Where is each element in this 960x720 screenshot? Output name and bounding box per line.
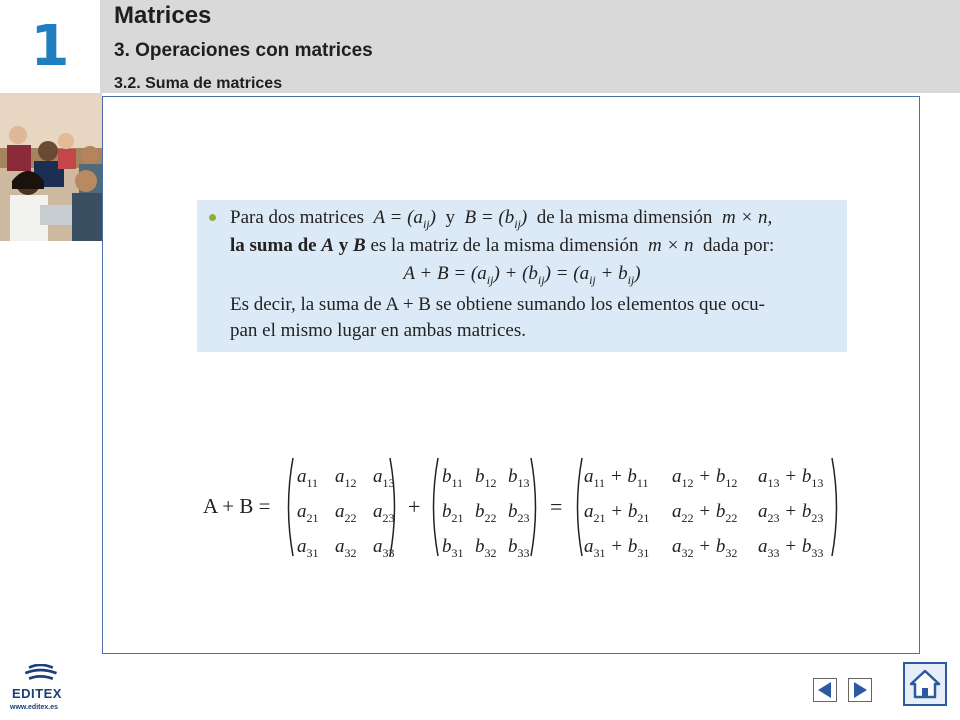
triangle-right-icon (849, 679, 871, 701)
footer-url[interactable]: www.editex.es (10, 704, 58, 711)
definition-box (197, 200, 847, 352)
matrix-b: $b_{11}$ $b_{12}$ $b_{13}$ $b_{21}$ $b_{22}$ $b_{23}$ $b_{31}$ $b_{32}$ $b_{33}$ (442, 466, 530, 560)
home-button[interactable] (903, 662, 947, 706)
plus-sign: + (408, 494, 421, 519)
editex-logo (14, 664, 66, 686)
matrix-a-expr: $A = (a_{ij})$ (373, 207, 436, 231)
section-title: 3. Operaciones con matrices (114, 40, 373, 61)
right-paren-icon (830, 456, 842, 558)
equation-label: A + B = (203, 494, 271, 518)
matrix-sum: $a_{11} + b_{11}$ $a_{12} + b_{12}$ $a_{13} + b_{13}$ $a_{21} + b_{21}$ $a_{22} + b_{22}$ $a_{23} + b_{23}$ $a_{31} + b_{31}$ $a_{32} + b_{32}$ $a_{33} + b_{33}$ (584, 466, 824, 560)
prev-button[interactable] (813, 678, 837, 702)
left-paren-icon (428, 456, 440, 558)
students-photo (0, 93, 102, 241)
sum-formula: $A + B = (a_{ij}) + (b_{ij}) = (a_{ij} + b_{ij})$ (403, 263, 641, 287)
right-paren-icon (529, 456, 541, 558)
matrix-a: $a_{11}$ $a_{12}$ $a_{13}$ $a_{21}$ $a_{22}$ $a_{23}$ $a_{31}$ $a_{32}$ $a_{33}$ (297, 466, 395, 560)
content-frame (102, 96, 920, 654)
matrix-b-expr: $B = (b_{ij})$ (464, 207, 528, 231)
left-paren-icon (283, 456, 295, 558)
definition-line-2: la suma de A y B es la matriz de la misma dimensión m × n dada por: (230, 235, 775, 256)
equals-sign: = (550, 494, 563, 519)
definition-line-4: Es decir, la suma de A + B se obtiene sumando los elementos que ocu- (230, 294, 765, 315)
definition-line-1: Para dos matrices $A = (a_{ij})$ y $B = (b_{ij})$ de la misma dimensión m × n, (230, 207, 773, 231)
definition-line-5: pan el mismo lugar en ambas matrices. (230, 320, 526, 341)
triangle-left-icon (814, 679, 836, 701)
home-icon (905, 664, 945, 704)
next-button[interactable] (848, 678, 872, 702)
bullet-icon (209, 214, 216, 221)
subsection-title: 3.2. Suma de matrices (114, 75, 283, 92)
logo-text: EDITEX (12, 686, 62, 701)
left-paren-icon (572, 456, 584, 558)
right-paren-icon (388, 456, 400, 558)
chapter-number: 1 (0, 0, 100, 93)
page-title: Matrices (114, 2, 212, 29)
